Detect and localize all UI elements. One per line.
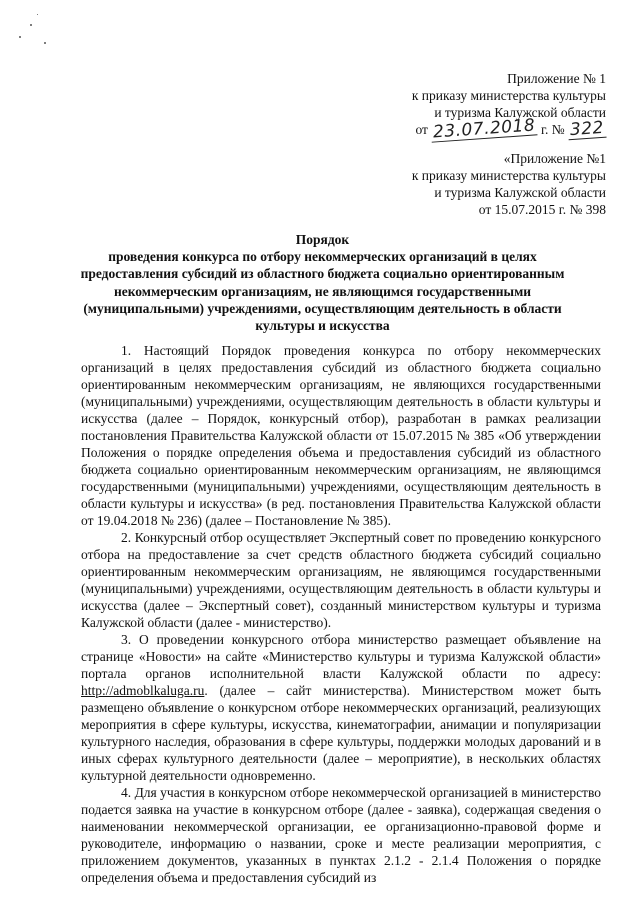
order-date-line [412,115,606,143]
number-label: г. № [541,122,565,137]
paragraph-4: 4. Для участия в конкурсном отборе некоммерческой организацией в министерство подается заявка на участие в конкурсном отборе (далее - заявка), содержащая сведения о наименовании некоммерческой организации, ее организационно-правовой форме и руководителе, информацию о названии, сроке и месте реализации мероприятия, с приложением документов, указанных в пунктах 2.1.2 - 2.1.4 Положения о порядке определения объема и предоставления субсидий из [81,785,601,885]
title-line: предоставления субсидий из областного бюджета социально ориентированным [80,266,565,282]
title-line: культуры и искусства [255,318,390,334]
previous-appendix-title: «Приложение №1 [503,151,606,166]
title-line: проведения конкурса по отбору некоммерческих организаций в целях [108,249,537,265]
handwritten-date: 23.07.2018 [432,115,537,143]
previous-order-date: от 15.07.2015 г. № 398 [478,202,606,217]
scan-speck [44,42,46,44]
title-line: (муниципальными) учреждениями, осуществляющим деятельность в области [83,300,562,316]
paragraph-3 [81,631,601,784]
previous-appendix-header [412,150,606,218]
previous-ministry-name: и туризма Калужской области [434,185,606,200]
paragraph-2: 2. Конкурсный отбор осуществляет Экспертный совет по проведению конкурсного отбора на предоставление за счет средств областного бюджета субсидий социально ориентированным некоммерческим организациям, не являющимся государственными (муниципальными) учреждениями, осуществляющим деятельность в области культуры и искусства (далее – Экспертный совет), созданный министерством культуры и туризма Калужской области (далее - министерство). [81,530,601,630]
date-prefix: от [415,122,428,137]
ministry-site-link[interactable]: http://admoblkaluga.ru [81,683,205,698]
paragraph-3-text-continued: . (далее – сайт министерства). Министерством может быть размещено объявление о конкурсном отборе некоммерческих организаций, реализующих мероприятия в сфере культуры, искусства, кинематографии, анимации и популяризации культурного наследия, образования в сфере культуры, поддержки молодых дарований и в иных сферах культурного деятельности (далее – мероприятие), в нескольких областях культурной деятельности одновременно. [81,683,601,783]
previous-order-reference: к приказу министерства культуры [411,168,606,183]
ministry-name: и туризма Калужской области [434,105,606,120]
title-line: Порядок [295,232,350,247]
scan-speck [19,36,21,38]
paragraph-1: 1. Настоящий Порядок проведения конкурса по отбору некоммерческих организаций в целях предоставления субсидий из областного бюджета социально ориентированным некоммерческим организациям, не являющихся государственными (муниципальными) учреждениями, осуществляющим деятельность в области культуры и искусства (далее – Порядок, конкурсный отбор), разработан в рамках реализации постановления Правительства Калужской области от 15.07.2015 № 385 «Об утверждении Положения о порядке определения объема и предоставления субсидий из областного бюджета социально ориентированным некоммерческим организациям, не являющимся государственными (муниципальными) учреждениями, осуществляющим деятельность в области культуры и искусства» (в ред. постановления Правительства Калужской области от 19.04.2018 № 236) (далее – Постановление № 385). [81,343,601,528]
appendix-header [411,70,606,143]
paragraph-3-text: 3. О проведении конкурсного отбора министерство размещает объявление на странице «Новости» на сайте «Министерство культуры и туризма Калужской области» портала органов исполнительной власти Калужской области по адресу: [81,632,601,681]
order-reference: к приказу министерства культуры [411,88,606,103]
handwritten-number: 322 [569,117,605,141]
document-title [80,231,565,334]
appendix-title: Приложение № 1 [507,71,606,86]
scan-speck [30,24,32,26]
title-line: некоммерческим организациям, не являющимся государственными [113,283,532,299]
scan-speck [37,14,38,15]
document-body [81,342,601,886]
